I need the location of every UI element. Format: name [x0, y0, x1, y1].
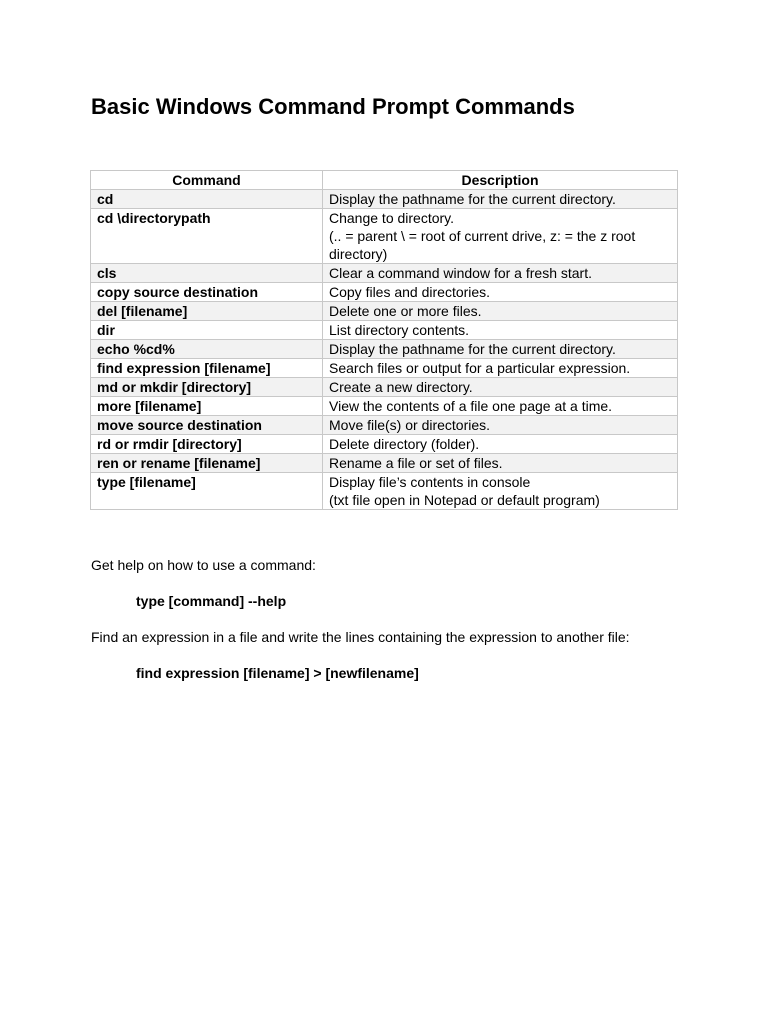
description-line: Display the pathname for the current directory. [329, 191, 616, 207]
description-cell [323, 416, 678, 435]
description-cell [323, 264, 678, 283]
table-row [91, 321, 678, 340]
description-cell [323, 378, 678, 397]
table-row [91, 190, 678, 209]
description-cell [323, 321, 678, 340]
description-line: Create a new directory. [329, 379, 473, 395]
table-row [91, 283, 678, 302]
table-body [91, 190, 678, 510]
description-line: View the contents of a file one page at a time. [329, 398, 613, 414]
table-header-row [91, 171, 678, 190]
table-row [91, 302, 678, 321]
command-cell: cd [91, 190, 323, 209]
table-row [91, 359, 678, 378]
description-cell [323, 302, 678, 321]
description-line: Clear a command window for a fresh start. [329, 265, 592, 281]
description-cell [323, 397, 678, 416]
table-row [91, 435, 678, 454]
description-cell [323, 340, 678, 359]
commands-table [90, 170, 678, 510]
command-cell: rd or rmdir [directory] [91, 435, 323, 454]
description-cell [323, 454, 678, 473]
command-cell: echo %cd% [91, 340, 323, 359]
description-cell [323, 283, 678, 302]
command-cell: cd \directorypath [91, 209, 323, 264]
header-command: Command [91, 171, 323, 190]
table-row [91, 473, 678, 510]
description-line: Search files or output for a particular expression. [329, 360, 631, 376]
command-cell: more [filename] [91, 397, 323, 416]
help-intro: Get help on how to use a command: [91, 557, 316, 573]
command-cell: cls [91, 264, 323, 283]
command-cell: type [filename] [91, 473, 323, 510]
description-cell [323, 190, 678, 209]
command-cell: copy source destination [91, 283, 323, 302]
description-line: Change to directory. [329, 210, 455, 226]
description-line: Copy files and directories. [329, 284, 491, 300]
table-row [91, 454, 678, 473]
description-line: Display file’s contents in console [329, 474, 531, 490]
find-example: find expression [filename] > [newfilename] [136, 665, 419, 681]
table-row [91, 340, 678, 359]
table-row [91, 378, 678, 397]
description-cell [323, 209, 678, 264]
description-line: directory) [329, 246, 388, 262]
command-cell: ren or rename [filename] [91, 454, 323, 473]
description-cell [323, 359, 678, 378]
description-line: Move file(s) or directories. [329, 417, 491, 433]
help-example: type [command] --help [136, 593, 287, 609]
table-row [91, 209, 678, 264]
header-description: Description [323, 171, 678, 190]
command-cell: md or mkdir [directory] [91, 378, 323, 397]
description-line: Rename a file or set of files. [329, 455, 503, 471]
find-intro: Find an expression in a file and write the lines containing the expression to another file: [91, 629, 630, 645]
page-title: Basic Windows Command Prompt Commands [91, 94, 575, 119]
description-cell [323, 435, 678, 454]
command-cell: del [filename] [91, 302, 323, 321]
description-cell [323, 473, 678, 510]
description-line: List directory contents. [329, 322, 470, 338]
command-cell: move source destination [91, 416, 323, 435]
description-line: Delete directory (folder). [329, 436, 480, 452]
table-row [91, 397, 678, 416]
table-row [91, 264, 678, 283]
command-cell: dir [91, 321, 323, 340]
table-row [91, 416, 678, 435]
description-line: Delete one or more files. [329, 303, 482, 319]
description-line: Display the pathname for the current directory. [329, 341, 616, 357]
description-line: (txt file open in Notepad or default program) [329, 492, 600, 508]
description-line: (.. = parent \ = root of current drive, z: = the z root [329, 228, 636, 244]
command-cell: find expression [filename] [91, 359, 323, 378]
